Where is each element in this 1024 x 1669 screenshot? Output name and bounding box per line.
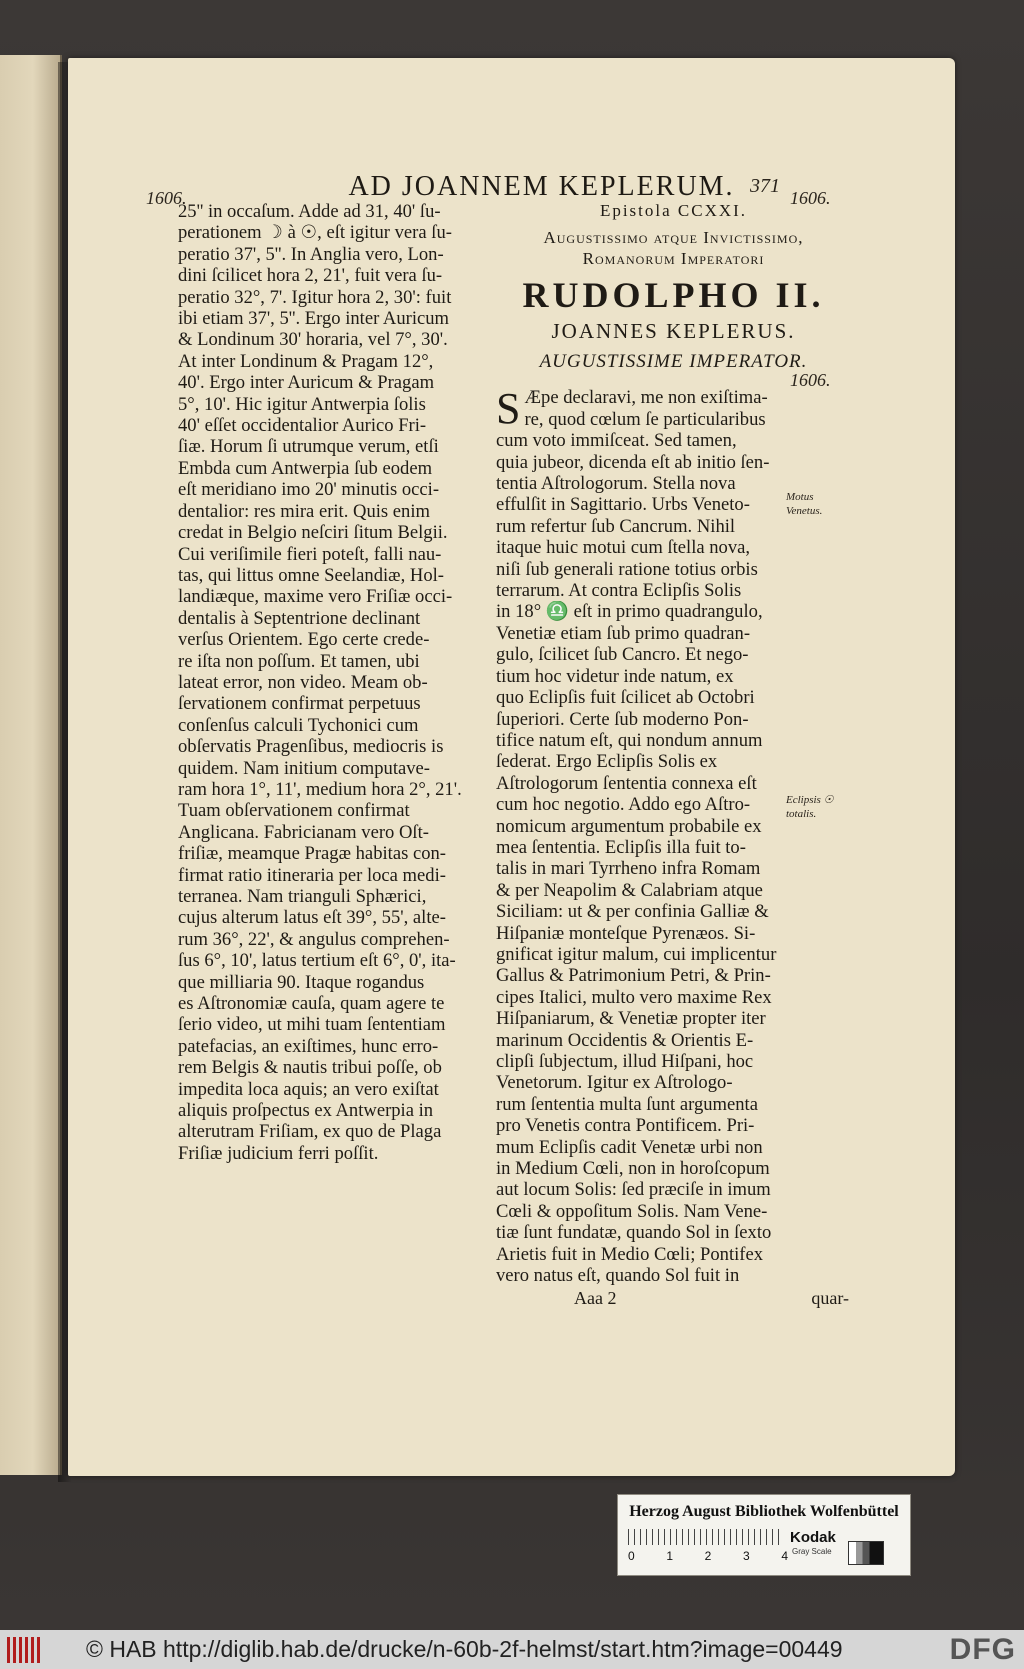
dfg-logo: DFG xyxy=(949,1633,1016,1666)
text-line: ſerio video, ut mihi tuam ſententiam xyxy=(178,1014,446,1036)
text-line: dentalior: res mira erit. Quis enim xyxy=(178,500,430,522)
text-line: perationem ☽ à ☉, eſt igitur vera ſu- xyxy=(178,222,452,244)
hab-logo-icon xyxy=(0,1630,50,1669)
text-line: nomicum argumentum probabile ex xyxy=(496,815,762,837)
dedication-line-1: Augustissimo atque Invictissimo, xyxy=(543,228,804,248)
text-line: ſederat. Ergo Eclipſis Solis ex xyxy=(496,751,718,773)
library-name: Herzog August Bibliothek Wolfenbüttel xyxy=(629,1503,899,1520)
text-line: Venetiæ etiam ſub primo quadran- xyxy=(496,622,751,644)
text-line: Cœli & oppoſitum Solis. Nam Vene- xyxy=(496,1200,768,1222)
text-line: Tuam obſervationem confirmat xyxy=(178,800,410,822)
text-line: quo Eclipſis fuit ſcilicet ab Octobri xyxy=(496,687,755,709)
text-line: credat in Belgio neſciri ſitum Belgii. xyxy=(178,522,448,544)
dedication-line-2: Romanorum Imperatori xyxy=(582,249,765,269)
text-line: ſiæ. Horum ſi utrumque verum, etſi xyxy=(178,436,439,458)
text-line: tas, qui littus omne Seelandiæ, Hol- xyxy=(178,564,444,586)
text-line: tifice natum eſt, qui nondum annum xyxy=(496,729,763,751)
text-line: eſt meridiano imo 20' minutis occi- xyxy=(178,479,440,501)
ruler-number: 3 xyxy=(742,1549,750,1563)
text-line: firmat ratio itineraria per loca medi- xyxy=(178,864,446,886)
book-page xyxy=(68,58,955,1476)
text-line: quia jubeor, dicenda eſt ab initio ſen- xyxy=(496,451,770,473)
running-head: AD JOANNEM KEPLERUM. xyxy=(348,171,735,202)
text-line: cipes Italici, multo vero maxime Rex xyxy=(496,986,772,1008)
text-line: Hiſpaniarum, & Venetiæ propter iter xyxy=(496,1008,766,1030)
text-line: patefacias, an exiſtimes, hunc erro- xyxy=(178,1035,439,1057)
text-line: re iſta non poſſum. Et tamen, ubi xyxy=(178,650,420,672)
right-column xyxy=(496,200,851,1310)
text-line: terranea. Nam trianguli Sphærici, xyxy=(178,886,427,907)
text-line: & per Neapolim & Calabriam atque xyxy=(496,879,763,901)
text-line: in 18° ♎ eſt in primo quadrangulo, xyxy=(496,601,763,623)
text-line: rum refertur ſub Cancrum. Nihil xyxy=(496,515,736,537)
text-line: ſuperiori. Certe ſub moderno Pon- xyxy=(496,708,749,730)
right-margin-year: 1606. xyxy=(790,370,831,390)
text-line: At inter Londinum & Pragam 12°, xyxy=(178,350,434,372)
text-line: clipſi ſubjectum, illud Hiſpani, hoc xyxy=(496,1051,754,1072)
text-line: vero natus eſt, quando Sol fuit in xyxy=(496,1265,740,1287)
author-heading: JOANNES KEPLERUS. xyxy=(551,319,796,344)
text-line: Embda cum Antwerpia ſub eodem xyxy=(178,457,433,479)
text-line: peratio 32°, 7'. Igitur hora 2, 30': fuit xyxy=(178,286,452,308)
kodak-brand: Kodak xyxy=(790,1529,836,1546)
ruler-number: 2 xyxy=(704,1549,712,1563)
text-line: verſus Orientem. Ego certe crede- xyxy=(178,629,430,651)
text-line: 40'. Ergo inter Auricum & Pragam xyxy=(178,372,435,394)
text-line: gulo, ſcilicet ſub Cancro. Et nego- xyxy=(496,644,749,666)
page-number: 371 xyxy=(750,175,780,197)
catchword: quar- xyxy=(811,1288,849,1309)
text-line: tium hoc videtur inde natum, ex xyxy=(496,665,734,687)
right-top-year: 1606. xyxy=(790,188,831,208)
text-line: landiæque, maxime vero Friſiæ occi- xyxy=(178,586,453,608)
drop-cap: S xyxy=(496,384,521,434)
text-line: Aſtrologorum ſententia connexa eſt xyxy=(496,772,757,794)
gray-swatch xyxy=(848,1541,884,1565)
text-line: 25'' in occaſum. Adde ad 31, 40' ſu- xyxy=(178,201,441,222)
text-line: mum Eclipſis cadit Venetæ urbi non xyxy=(496,1136,763,1158)
text-line: Anglicana. Fabricianam vero Oſt- xyxy=(178,821,429,843)
text-line: marinum Occidentis & Orientis E- xyxy=(496,1029,754,1051)
text-line: itaque huic motui cum ſtella nova, xyxy=(496,537,751,559)
text-line: que milliaria 90. Itaque rogandus xyxy=(178,971,425,993)
footer-source-link[interactable]: © HAB http://diglib.hab.de/drucke/n-60b-2f-helmst/start.htm?image=00449 xyxy=(86,1636,843,1662)
text-line: mea ſententia. Eclipſis illa fuit to- xyxy=(496,836,746,858)
text-line: cum hoc negotio. Addo ego Aſtro- xyxy=(496,794,751,816)
text-line: quidem. Nam initium computave- xyxy=(178,757,430,779)
text-line: aliquis proſpectus ex Antwerpia in xyxy=(178,1100,434,1122)
text-line: talis in mari Tyrrheno infra Romam xyxy=(496,858,761,880)
text-line: friſiæ, meamque Pragæ habitas con- xyxy=(178,843,446,865)
text-line: Hiſpaniæ monteſque Pyrenæos. Si- xyxy=(496,922,756,944)
text-line: dini ſcilicet hora 2, 21', fuit vera ſu- xyxy=(178,265,443,287)
side-note-eclipsis: Eclipsis ☉ totalis. xyxy=(786,794,834,820)
ruler-number: 0 xyxy=(628,1549,635,1563)
side-note-motus: Motus Venetus. xyxy=(786,491,823,517)
text-line: effulſit in Sagittario. Urbs Veneto- xyxy=(496,494,750,516)
text-line: in Medium Cœli, non in horoſcopum xyxy=(496,1158,770,1180)
text-line: aut locum Solis: ſed præciſe in imum xyxy=(496,1179,771,1201)
text-line: Æpe declaravi, me non exiſtima- xyxy=(524,387,768,409)
letter-body xyxy=(496,384,851,1287)
text-line: Arietis fuit in Medio Cœli; Pontifex xyxy=(496,1243,764,1265)
text-line: gnificat igitur malum, cui implicentur xyxy=(496,943,777,965)
text-line: Cui veriſimile fieri poteſt, falli nau- xyxy=(178,543,442,565)
text-line: re, quod cœlum ſe particularibus xyxy=(524,408,766,430)
text-line: Siciliam: ut & per confinia Galliæ & xyxy=(496,901,769,923)
text-line: cujus alterum latus eſt 39°, 55', alte- xyxy=(178,907,446,929)
previous-page-edge xyxy=(0,55,62,1475)
text-line: ram hora 1°, 11', medium hora 2°, 21'. xyxy=(178,778,462,800)
text-line: terrarum. At contra Eclipſis Solis xyxy=(496,580,742,602)
text-line: es Aſtronomiæ cauſa, quam agere te xyxy=(178,993,445,1015)
library-color-card xyxy=(617,1494,911,1576)
ruler-numbers xyxy=(628,1549,788,1563)
salutation: AUGUSTISSIME IMPERATOR. xyxy=(539,351,808,373)
text-line: dentalis à Septentrione declinant xyxy=(178,607,421,629)
left-column xyxy=(178,201,521,1164)
addressee-heading: RUDOLPHO II. xyxy=(522,275,825,316)
text-line: & Londinum 30' horaria, vel 7°, 30'. xyxy=(178,329,448,351)
text-line: lateat error, non video. Meam ob- xyxy=(178,671,428,693)
text-line: Venetorum. Igitur ex Aſtrologo- xyxy=(496,1072,733,1094)
text-line: Friſiæ judicium ferri poſſit. xyxy=(178,1142,379,1164)
text-line: ſus 6°, 10', latus tertium eſt 6°, 0', ita- xyxy=(178,950,456,972)
text-line: alterutram Friſiam, ex quo de Plaga xyxy=(178,1121,442,1143)
text-line: impedita loca aquis; an vero exiſtat xyxy=(178,1078,439,1100)
page-footer-line xyxy=(496,1288,851,1309)
text-line: ibi etiam 37', 5''. Ergo inter Auricum xyxy=(178,308,450,330)
text-line: rum ſententia multa ſunt argumenta xyxy=(496,1093,758,1115)
epistola-title: Epistola CCXXI. xyxy=(599,201,748,220)
ruler-number: 4 xyxy=(781,1549,788,1563)
signature-mark: Aaa 2 xyxy=(574,1288,617,1309)
text-line: rem Belgis & nautis tribui poſſe, ob xyxy=(178,1057,442,1079)
text-line: tentia Aſtrologorum. Stella nova xyxy=(496,473,736,495)
text-line: rum 36°, 22', & angulus comprehen- xyxy=(178,928,450,950)
left-margin-year: 1606. xyxy=(146,188,187,208)
ruler-number: 1 xyxy=(666,1549,674,1563)
scale-ruler xyxy=(628,1529,783,1545)
text-line: obſervatis Pragenſibus, mediocris is xyxy=(178,736,444,758)
text-line: cum voto immiſceat. Sed tamen, xyxy=(496,430,737,452)
text-line: tiæ ſunt fundatæ, quando Sol in ſexto xyxy=(496,1222,772,1244)
text-line: Gallus & Patrimonium Petri, & Prin- xyxy=(496,965,771,987)
text-line: ſervationem confirmat perpetuus xyxy=(178,693,421,715)
text-line: pro Venetis contra Pontificem. Pri- xyxy=(496,1115,755,1137)
text-line: peratio 37', 5''. In Anglia vero, Lon- xyxy=(178,243,444,265)
footer-bar xyxy=(0,1630,1024,1669)
text-line: 5°, 10'. Hic igitur Antwerpia ſolis xyxy=(178,393,426,415)
text-line: 40' eſſet occidentalior Aurico Fri- xyxy=(178,415,427,437)
text-line: niſi ſub generali ratione totius orbis xyxy=(496,558,758,580)
gray-scale-label: Gray Scale xyxy=(792,1547,832,1556)
text-line: conſenſus calculi Tychonici cum xyxy=(178,714,419,736)
